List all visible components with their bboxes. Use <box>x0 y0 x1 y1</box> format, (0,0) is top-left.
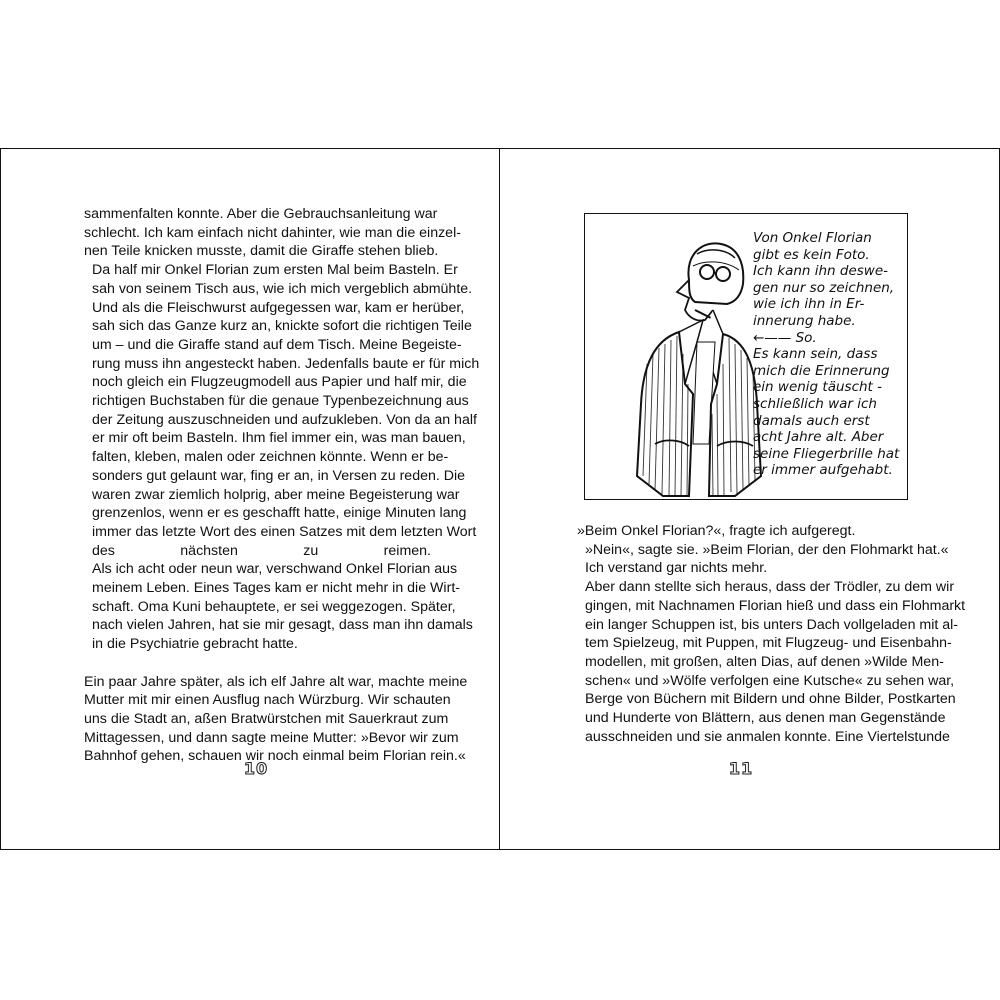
text-line: der Zeitung auszuschneiden und aufzukleben. Von da an half <box>92 411 477 428</box>
text-line: sammenfalten konnte. Aber die Gebrauchsanleitung war <box>84 206 438 222</box>
caption-line: seine Fliegerbrille hat <box>753 445 900 462</box>
text-line: in die Psychiatrie gebracht hatte. <box>92 636 298 653</box>
text-line: Mutter mit mir einen Ausflug nach Würzburg. Wir schauten <box>84 692 451 709</box>
paragraph <box>577 578 966 746</box>
caption-line: gen nur so zeichnen, <box>753 279 895 296</box>
text-line: er mir oft beim Basteln. Ihm fiel immer ein, was man bauen, <box>92 430 466 447</box>
text-line: Da half mir Onkel Florian zum ersten Mal beim Basteln. Er <box>92 262 458 279</box>
text-line: Ich verstand gar nichts mehr. <box>585 560 768 577</box>
text-line: ein langer Schuppen ist, bis unters Dach vollgeladen mit al- <box>585 616 959 633</box>
text-line: schen« und »Wölfe verfolgen eine Kutsche« zu sehen war, <box>585 672 955 689</box>
text-line: Aber dann stellte sich heraus, dass der Trödler, zu dem wir <box>585 579 955 596</box>
text-line: Berge von Büchern mit Bildern und ohne Bilder, Postkarten <box>585 691 956 708</box>
right-page <box>500 149 999 849</box>
text-line: tem Spielzeug, mit Puppen, mit Flugzeug- und Eisenbahn- <box>585 635 952 652</box>
text-line: nach vielen Jahren, hat sie mir gesagt, dass man ihn damals <box>92 617 473 634</box>
caption-line: schließlich war ich <box>753 395 877 412</box>
text-line: meinem Leben. Eines Tages kam er nicht mehr in die Wirt- <box>92 580 460 597</box>
text-line: Bahnhof gehen, schauen wir noch einmal beim Florian rein.« <box>84 748 466 765</box>
text-line: noch gleich ein Flugzeugmodell aus Papier und half mir, die <box>92 374 467 391</box>
caption-line: mich die Erinnerung <box>753 362 890 379</box>
caption-line: Es kann sein, dass <box>753 346 878 363</box>
text-line: sah von seinem Tisch aus, wie ich mich vergeblich abmühte. <box>92 280 473 297</box>
paragraph <box>577 541 949 560</box>
text-line: Ein paar Jahre später, als ich elf Jahre alt war, machte meine <box>84 673 468 690</box>
text-line: grenzenlos, wenn er es geschafft hatte, einige Minuten lang <box>92 505 467 522</box>
left-page <box>0 149 499 849</box>
caption-line: ein wenig täuscht - <box>753 379 883 396</box>
text-line: uns die Stadt an, aßen Bratwürstchen mit Sauerkraut zum <box>84 710 449 727</box>
text-line: schlecht. Ich kam einfach nicht dahinter, wie man die einzel- <box>84 224 461 241</box>
caption-line: er immer aufgehabt. <box>753 462 893 479</box>
book-spread <box>0 148 1000 850</box>
text-line: »Nein«, sagte sie. »Beim Florian, der den Flohmarkt hat.« <box>585 541 949 558</box>
caption-line: innerung habe. <box>753 312 856 329</box>
text-line: waren zwar ziemlich holprig, aber meine Begeisterung war <box>92 486 460 503</box>
paragraph <box>84 673 468 767</box>
text-line: Und als die Fleischwurst aufgegessen war, kam er herüber, <box>92 299 465 316</box>
page-number: 10 <box>243 759 269 778</box>
paragraph <box>84 205 461 261</box>
paragraph <box>577 559 924 578</box>
text-line: und Hunderte von Blättern, aus denen man Gegenstände <box>585 710 946 727</box>
text-line: um – und die Giraffe stand auf dem Tisch. Meine Begeiste- <box>92 336 462 353</box>
paragraph <box>577 522 924 541</box>
left-page-text <box>84 205 480 766</box>
caption-line: wie ich ihn in Er- <box>753 296 865 313</box>
illustration-box <box>584 213 908 500</box>
caption-line: damals auch erst <box>753 412 870 429</box>
text-line: falten, kleben, malen oder zeichnen könnte. Wenn er be- <box>92 449 449 466</box>
text-line: gingen, mit Nachnamen Florian hieß und dass ein Flohmarkt <box>585 597 966 614</box>
text-line: Als ich acht oder neun war, verschwand Onkel Florian aus <box>92 561 458 578</box>
text-line: rung muss ihn angesteckt haben. Jedenfalls baute er für mich <box>92 355 480 372</box>
paragraph <box>84 261 480 560</box>
text-line: nen Teile knicken musste, damit die Giraffe stehen blieb. <box>84 243 439 260</box>
text-line: immer das letzte Wort des einen Satzes mit dem letzten Wort <box>92 523 477 540</box>
illustration-caption <box>753 230 903 479</box>
text-line: Mittagessen, und dann sagte meine Mutter: »Bevor wir zum <box>84 729 459 746</box>
paragraph <box>84 560 473 654</box>
caption-line: Von Onkel Florian <box>753 230 872 246</box>
text-line: ausschneiden und sie anmalen konnte. Eine Viertelstunde <box>585 728 950 745</box>
text-line: richtigen Buchstaben für die genaue Typenbezeichnung aus <box>92 393 469 410</box>
page-number: 11 <box>728 759 754 778</box>
caption-line: gibt es kein Foto. <box>753 246 870 263</box>
text-line: modellen, mit großen, alten Dias, auf denen »Wilde Men- <box>585 653 944 670</box>
text-line: sonders gut gelaunt war, fing er an, in Versen zu reden. Die <box>92 467 466 484</box>
text-line: »Beim Onkel Florian?«, fragte ich aufgeregt. <box>577 523 856 539</box>
caption-line: ←—— So. <box>753 329 817 346</box>
caption-line: Ich kann ihn deswe- <box>753 263 889 280</box>
text-line: schaft. Oma Kuni behauptete, er sei weggezogen. Später, <box>92 598 456 615</box>
caption-line: acht Jahre alt. Aber <box>753 429 884 446</box>
text-line: des nächsten zu reimen. <box>92 542 431 559</box>
text-line: sah sich das Ganze kurz an, knickte sofort die richtigen Teile <box>92 318 472 335</box>
right-page-text <box>577 522 966 746</box>
